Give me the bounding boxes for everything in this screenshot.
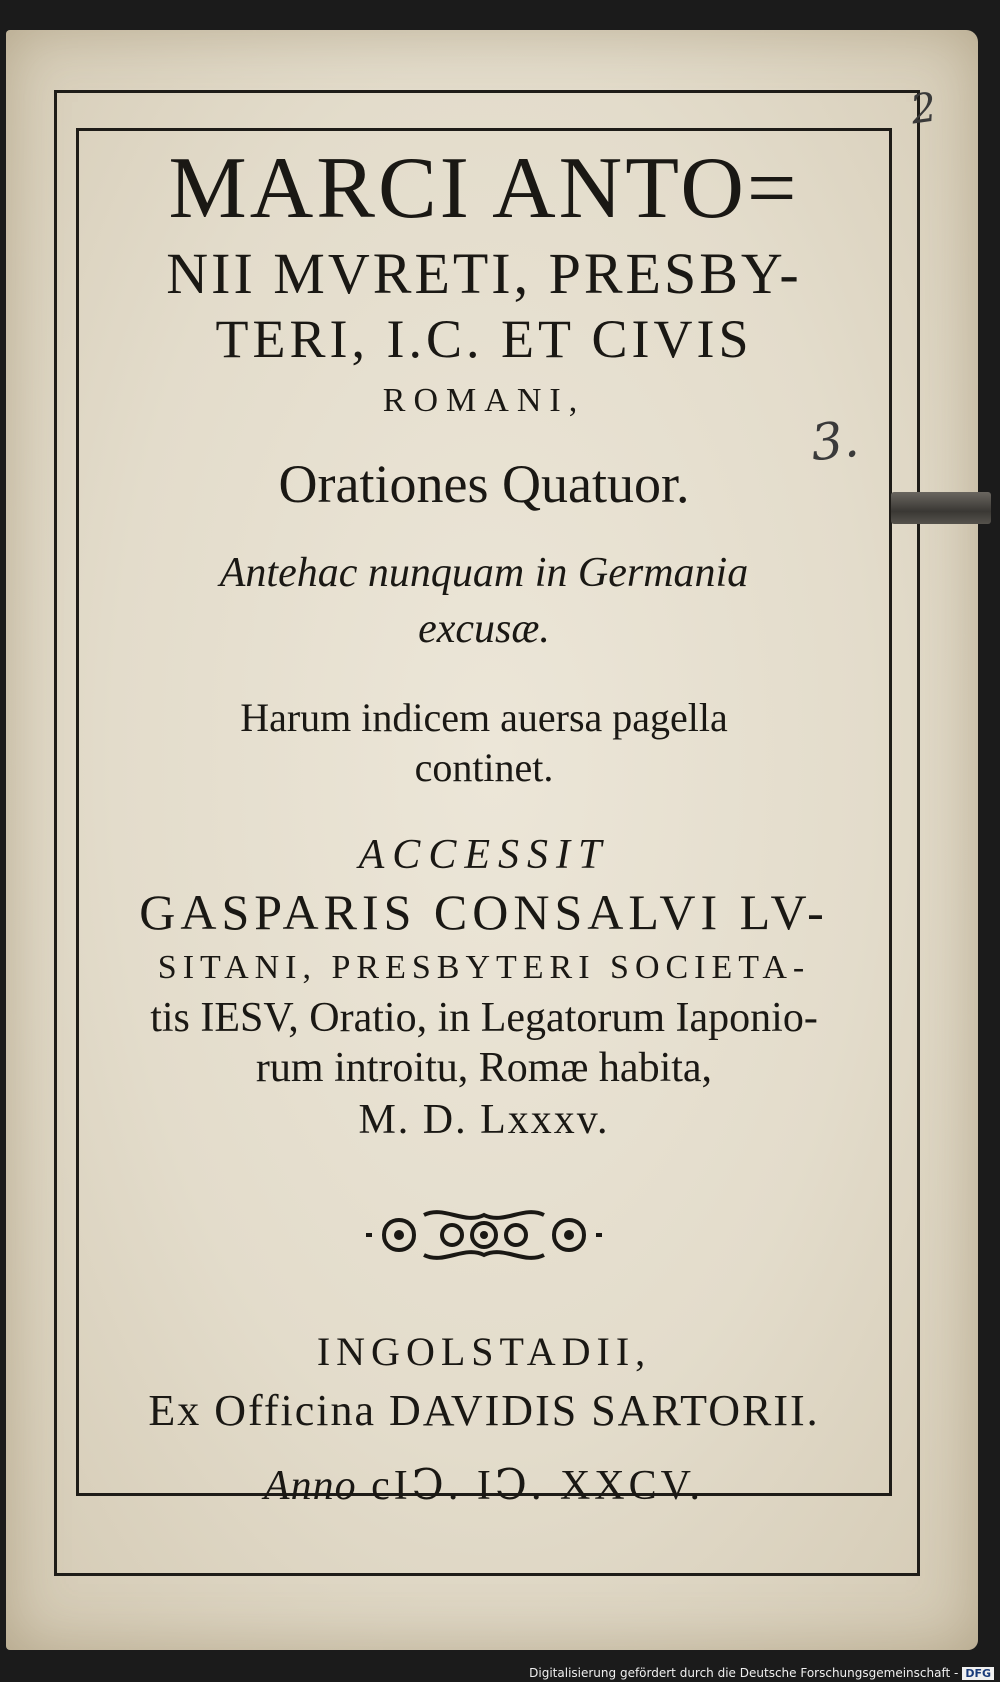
handwritten-note: 2	[907, 84, 940, 134]
year-numeral: cIↃ. IↃ. XXCV.	[371, 1463, 705, 1509]
title-line: ROMANI,	[382, 382, 586, 419]
addition-line: SITANI, PRESBYTERI SOCIETA-	[157, 949, 811, 986]
addition-line: M. D. Lxxxv.	[358, 1097, 610, 1143]
subtitle: Orationes Quatuor.	[278, 454, 690, 514]
addition-line: rum introitu, Romæ habita,	[255, 1045, 713, 1091]
book-page	[6, 30, 978, 1650]
footer-text: Digitalisierung gefördert durch die Deutsche Forschungsgemeinschaft -	[529, 1666, 959, 1680]
handwritten-note: 3.	[808, 409, 862, 473]
year-prefix: Anno	[263, 1463, 357, 1509]
index-note-line: continet.	[414, 745, 554, 790]
addition-line: GASPARIS CONSALVI LV-	[139, 884, 829, 940]
index-note-line: Harum indicem auersa pagella	[240, 695, 728, 740]
imprint-city: INGOLSTADII,	[316, 1329, 652, 1374]
ornament-icon	[364, 1195, 604, 1275]
imprint-year	[84, 1459, 884, 1513]
title-page-text	[84, 135, 884, 1509]
imprint-printer: Ex Officina DAVIDIS SARTORII.	[148, 1386, 820, 1435]
edition-note-line: excusæ.	[418, 606, 550, 652]
addition-line: tis IESV, Oratio, in Legatorum Iaponio-	[150, 995, 818, 1041]
digitization-footer	[0, 1666, 994, 1680]
accessit-heading: ACCESSIT	[358, 832, 610, 878]
edition-note-line: Antehac nunquam in Germania	[219, 550, 749, 596]
bookmark-tab	[891, 492, 991, 524]
title-line: NII MVRETI, PRESBY-	[166, 241, 802, 306]
dfg-logo-icon: DFG	[962, 1667, 994, 1680]
title-line: MARCI ANTO=	[168, 140, 800, 237]
title-line: TERI, I.C. ET CIVIS	[215, 309, 753, 369]
